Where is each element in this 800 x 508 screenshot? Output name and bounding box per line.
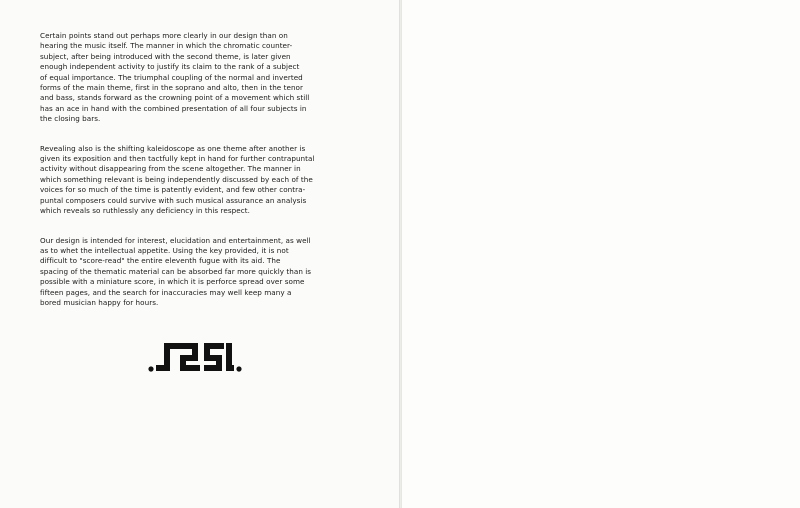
text-line: bored musician happy for hours. xyxy=(40,297,159,307)
text-line: voices for so much of the time is patently evident, and few other contra- xyxy=(40,185,306,195)
paragraph-2 xyxy=(40,144,358,217)
text-line: puntal composers could survive with such musical assurance an analysis xyxy=(40,195,307,205)
text-line: fifteen pages, and the search for inaccuracies may well keep many a xyxy=(40,287,292,297)
text-line: forms of the main theme, first in the soprano and alto, then in the tenor xyxy=(40,83,304,93)
text-line: hearing the music itself. The manner in which the chromatic counter- xyxy=(40,41,293,51)
text-line: as to whet the intellectual appetite. Using the key provided, it is not xyxy=(40,245,289,255)
text-line: the closing bars. xyxy=(40,114,101,124)
text-line: difficult to "score-read" the entire eleventh fugue with its aid. The xyxy=(40,256,281,266)
text-line: of equal importance. The triumphal coupling of the normal and inverted xyxy=(40,72,303,82)
text-line: which reveals so ruthlessly any deficiency in this respect. xyxy=(40,206,250,216)
monogram-logo-icon xyxy=(147,339,243,375)
paragraph-1 xyxy=(40,31,358,125)
text-line: activity without disappearing from the scene altogether. The manner in xyxy=(40,164,301,174)
right-page xyxy=(402,0,800,508)
text-line: Revealing also is the shifting kaleidoscope as one theme after another is xyxy=(40,143,306,153)
text-line: which something relevant is being independently discussed by each of the xyxy=(40,174,313,184)
text-line: possible with a miniature score, in which it is perforce spread over some xyxy=(40,277,305,287)
text-line: Certain points stand out perhaps more clearly in our design than on xyxy=(40,31,288,40)
text-line: spacing of the thematic material can be absorbed far more quickly than is xyxy=(40,266,312,276)
text-line: enough independent activity to justify its claim to the rank of a subject xyxy=(40,62,300,72)
paragraph-3 xyxy=(40,236,358,309)
text-line: has an ace in hand with the combined presentation of all four subjects in xyxy=(40,103,307,113)
text-line: subject, after being introduced with the second theme, is later given xyxy=(40,51,291,61)
text-line: Our design is intended for interest, elucidation and entertainment, as well xyxy=(40,235,311,245)
text-line: given its exposition and then tactfully kept in hand for further contrapuntal xyxy=(40,154,315,164)
text-line: and bass, stands forward as the crowning point of a movement which still xyxy=(40,93,310,103)
body-text xyxy=(40,31,358,308)
